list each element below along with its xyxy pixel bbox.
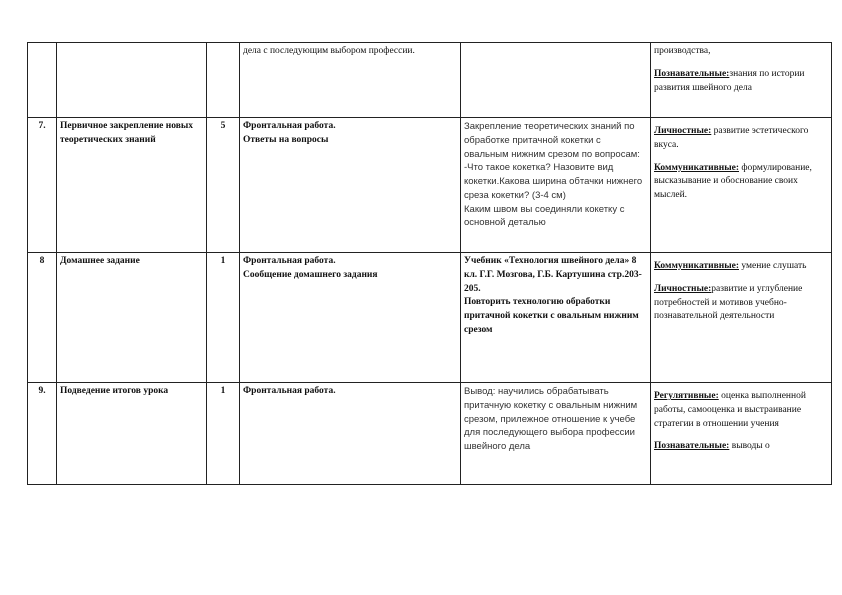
content-text: Каким швом вы соединяли кокетку с основной деталью [464, 203, 625, 229]
uud-text: производства, [654, 46, 711, 56]
lesson-plan-table [27, 42, 832, 485]
stage-cell: Первичное закрепление новых теоретических знаний [57, 118, 207, 253]
table-row [28, 43, 832, 118]
content-text: Повторить технологию обработки притачной кокетки с овальным нижним срезом [464, 297, 639, 335]
activity-text: Фронтальная работа. [243, 256, 336, 266]
content-text: Учебник «Технология швейного дела» 8 кл. Г.Г. Мозгова, Г.Б. Картушина стр.203-205. [464, 256, 642, 294]
stage-cell: Домашнее задание [57, 253, 207, 383]
content-cell [461, 253, 651, 383]
uud-text: развитие эстетического вкуса. [654, 126, 809, 150]
uud-cell [651, 43, 832, 118]
activity-cell [240, 43, 461, 118]
uud-text: формулирование, высказывание и обоснование своих мыслей. [654, 162, 812, 201]
content-cell [461, 43, 651, 118]
row-number: 8 [28, 253, 57, 383]
uud-block [654, 68, 828, 96]
uud-label: Коммуникативные: [654, 261, 739, 271]
uud-label: Познавательные: [654, 441, 730, 452]
uud-text: знания по истории развития швейного дела [654, 68, 805, 93]
uud-block [654, 162, 828, 203]
uud-cell [651, 383, 832, 485]
content-cell [461, 383, 651, 485]
uud-cell [651, 253, 832, 383]
table-row [28, 118, 832, 253]
activity-cell [240, 118, 461, 253]
stage-cell: Подведение итогов урока [57, 383, 207, 485]
content-text: Вывод: научились обрабатывать притачную кокетку с овальным нижним срезом, прилежное отношение к учебе для последующего выбора профессии швейного дела [464, 386, 638, 453]
row-number: 9. [28, 383, 57, 485]
uud-block [654, 440, 828, 454]
uud-label: Личностные: [654, 126, 712, 136]
uud-block [654, 390, 828, 431]
activity-text: Фронтальная работа. [243, 386, 336, 396]
activity-cell [240, 253, 461, 383]
uud-block [654, 125, 828, 153]
row-number [28, 43, 57, 118]
table-row [28, 383, 832, 485]
uud-text: оценка выполненной работы, самооценка и выстраивание стратегии в отношении учения [654, 391, 806, 429]
uud-label: Коммуникативные: [654, 162, 739, 173]
uud-text: умение слушать [739, 261, 807, 271]
uud-block [654, 283, 828, 324]
stage-cell [57, 43, 207, 118]
activity-text: Сообщение домашнего задания [243, 269, 378, 280]
content-cell [461, 118, 651, 253]
table-row [28, 253, 832, 383]
time-cell: 1 [207, 253, 240, 383]
uud-cell [651, 118, 832, 253]
time-cell [207, 43, 240, 118]
uud-label: Познавательные: [654, 68, 730, 79]
activity-text: Ответы на вопросы [243, 134, 329, 145]
content-text: Закрепление теоретических знаний по обработке притачной кокетки с овальным нижним срезом по вопросам: -Что такое кокетка? Назовите вид кокетки.Какова ширина обтачки нижнего среза кокетки? (3-4 см) [464, 121, 643, 201]
time-cell: 5 [207, 118, 240, 253]
uud-label: Личностные: [654, 283, 712, 294]
row-number: 7. [28, 118, 57, 253]
time-cell: 1 [207, 383, 240, 485]
activity-text: Фронтальная работа. [243, 121, 336, 131]
uud-block [654, 260, 828, 274]
activity-cell [240, 383, 461, 485]
uud-text: развитие и углубление потребностей и мотивов учебно-познавательной деятельности [654, 283, 803, 322]
uud-label: Регулятивные: [654, 391, 719, 401]
activity-text: дела с последующим выбором профессии. [243, 46, 415, 56]
uud-text: выводы о [729, 441, 770, 452]
